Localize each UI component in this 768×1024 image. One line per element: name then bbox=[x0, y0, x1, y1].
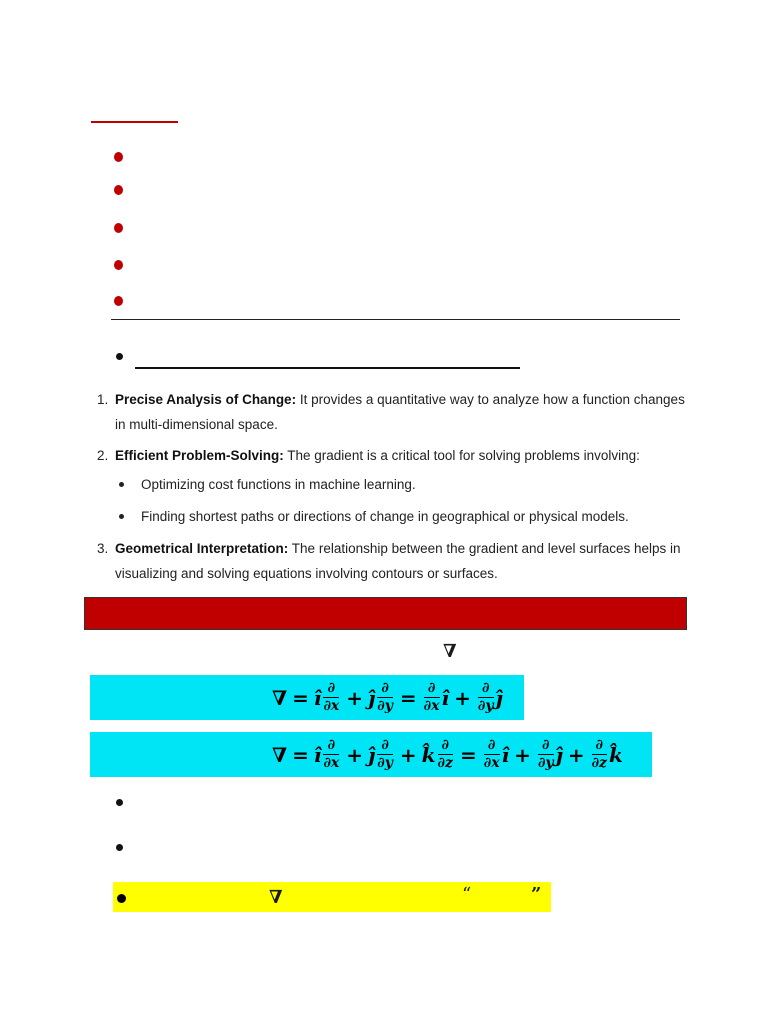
unit-vector-i: ı̂ bbox=[441, 685, 450, 710]
plus-sign: + bbox=[514, 742, 531, 767]
fraction bbox=[478, 681, 494, 715]
unit-vector-j: ȷ̂ bbox=[368, 742, 376, 767]
numerator: ∂ bbox=[327, 679, 336, 696]
plus-sign: + bbox=[399, 742, 417, 767]
numerator: ∂ bbox=[381, 736, 389, 753]
list-item bbox=[97, 387, 697, 437]
numerator: ∂ bbox=[381, 679, 389, 696]
denominator: ∂y bbox=[537, 755, 554, 772]
fraction bbox=[377, 681, 393, 715]
plus-sign: + bbox=[346, 742, 364, 767]
numerator: ∂ bbox=[441, 736, 449, 753]
equation-2d bbox=[272, 675, 503, 720]
list-number: 2. bbox=[97, 448, 109, 463]
nabla-symbol: ∇ bbox=[443, 641, 457, 662]
plus-sign: + bbox=[454, 685, 471, 710]
list-item bbox=[97, 443, 697, 468]
equals-sign: = bbox=[292, 742, 309, 767]
plus-sign: + bbox=[567, 742, 585, 767]
open-quote: “ bbox=[462, 884, 472, 905]
fraction bbox=[424, 681, 440, 715]
denominator: ∂y bbox=[477, 698, 494, 715]
denominator: ∂x bbox=[323, 698, 340, 715]
bullet bbox=[119, 514, 124, 519]
unit-vector-i: ı̂ bbox=[501, 742, 510, 767]
bullet bbox=[117, 894, 126, 903]
list-item-label: Efficient Problem-Solving: bbox=[115, 448, 284, 463]
bullet bbox=[116, 353, 123, 360]
plus-sign: + bbox=[346, 685, 364, 710]
list-number: 1. bbox=[97, 392, 109, 407]
red-bullet bbox=[114, 152, 123, 162]
unit-vector-j: ȷ̂ bbox=[555, 742, 563, 767]
sub-list-item-text: Optimizing cost functions in machine learning. bbox=[141, 477, 416, 492]
close-quote: ” bbox=[531, 884, 542, 905]
numerator: ∂ bbox=[427, 679, 436, 696]
denominator: ∂x bbox=[423, 698, 440, 715]
unit-vector-k: k̂ bbox=[609, 742, 623, 767]
nabla-symbol: ∇ bbox=[269, 887, 283, 908]
denominator: ∂z bbox=[437, 755, 453, 772]
fraction bbox=[592, 738, 607, 772]
list-item-label: Precise Analysis of Change: bbox=[115, 392, 297, 407]
numerator: ∂ bbox=[327, 736, 336, 753]
numerator: ∂ bbox=[487, 736, 496, 753]
equals-sign: = bbox=[459, 742, 477, 767]
subheading-underline bbox=[135, 367, 520, 369]
bullet bbox=[116, 844, 123, 851]
unit-vector-i: ı̂ bbox=[313, 685, 322, 710]
list-item-text: The gradient is a critical tool for solving problems involving: bbox=[283, 448, 640, 463]
numbered-list bbox=[97, 387, 697, 592]
unit-vector-i: ı̂ bbox=[313, 742, 322, 767]
fraction bbox=[377, 738, 393, 772]
highlight-box bbox=[113, 882, 551, 912]
list-item bbox=[97, 536, 697, 586]
red-bullet bbox=[114, 185, 123, 195]
fraction bbox=[438, 738, 453, 772]
numerator: ∂ bbox=[542, 736, 550, 753]
fraction bbox=[323, 681, 339, 715]
unit-vector-k: k̂ bbox=[421, 742, 436, 767]
list-item-text: It provides a quantitative way to analyze how a function changes in multi-dimensional space. bbox=[115, 392, 685, 432]
fraction bbox=[323, 738, 339, 772]
equals-sign: = bbox=[399, 685, 417, 710]
equation-3d bbox=[272, 732, 623, 777]
equals-sign: = bbox=[292, 685, 309, 710]
bullet bbox=[116, 799, 123, 806]
denominator: ∂z bbox=[591, 755, 608, 772]
unit-vector-j: ȷ̂ bbox=[495, 685, 503, 710]
denominator: ∂x bbox=[323, 755, 340, 772]
list-number: 3. bbox=[97, 541, 109, 556]
list-item-text: The relationship between the gradient and level surfaces helps in visualizing and solving equations involving contours or surfaces. bbox=[115, 541, 681, 581]
section-banner bbox=[84, 597, 687, 630]
numerator: ∂ bbox=[481, 679, 490, 696]
sub-list-item bbox=[97, 504, 697, 529]
fraction bbox=[484, 738, 500, 772]
nabla-symbol: ∇ bbox=[272, 685, 288, 710]
bullet bbox=[119, 482, 124, 487]
red-bullet bbox=[114, 223, 123, 233]
heading-underline bbox=[91, 121, 178, 123]
nabla-symbol: ∇ bbox=[272, 742, 288, 767]
fraction bbox=[538, 738, 554, 772]
sub-list-item-text: Finding shortest paths or directions of change in geographical or physical models. bbox=[141, 509, 629, 524]
denominator: ∂y bbox=[377, 698, 393, 715]
denominator: ∂y bbox=[377, 755, 393, 772]
sub-list-item bbox=[97, 472, 697, 497]
denominator: ∂x bbox=[483, 755, 500, 772]
numerator: ∂ bbox=[595, 736, 604, 753]
list-item-label: Geometrical Interpretation: bbox=[115, 541, 289, 556]
red-bullet bbox=[114, 260, 123, 270]
horizontal-rule bbox=[111, 319, 680, 320]
unit-vector-j: ȷ̂ bbox=[368, 685, 376, 710]
red-bullet bbox=[114, 296, 123, 306]
